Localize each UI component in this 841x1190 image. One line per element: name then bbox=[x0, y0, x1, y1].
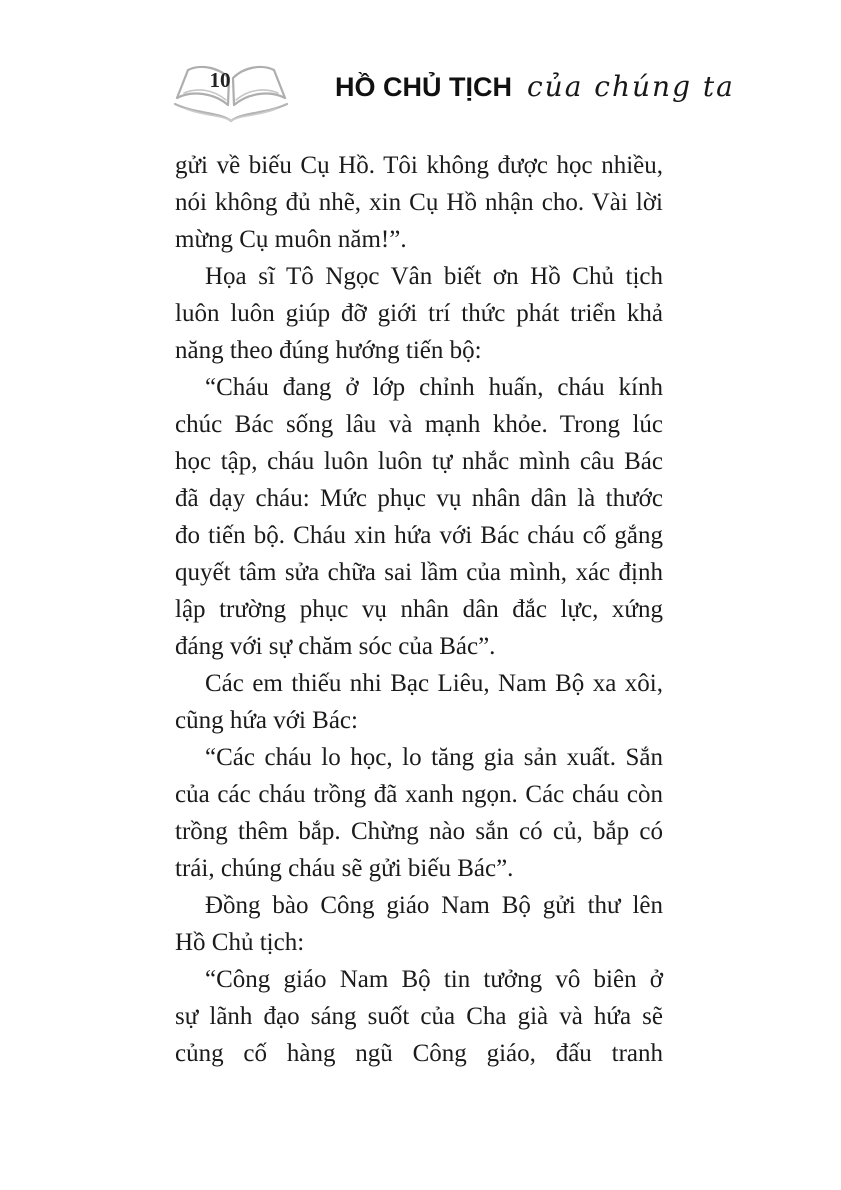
text-line: Họa sĩ Tô Ngọc Vân biết ơn Hồ Chủ tịch bbox=[205, 263, 663, 290]
text-line: “Công giáo Nam Bộ tin tưởng vô biên ở bbox=[205, 966, 663, 993]
text-line: gửi về biếu Cụ Hồ. Tôi không được học nhiều, bbox=[175, 152, 663, 179]
text-line: lập trường phục vụ nhân dân đắc lực, xứng bbox=[175, 596, 663, 623]
text-line: củng cố hàng ngũ Công giáo, đấu tranh bbox=[175, 1040, 663, 1067]
paragraph bbox=[175, 739, 663, 887]
paragraph bbox=[175, 258, 663, 369]
paragraph bbox=[175, 961, 663, 1072]
page-header bbox=[0, 58, 841, 128]
text-line: mừng Cụ muôn năm!”. bbox=[175, 226, 407, 253]
text-line: trồng thêm bắp. Chừng nào sắn có củ, bắp có bbox=[175, 818, 663, 845]
text-line: đáng với sự chăm sóc của Bác”. bbox=[175, 633, 496, 660]
text-line: nói không đủ nhẽ, xin Cụ Hồ nhận cho. Vài lời bbox=[175, 189, 663, 216]
text-line: cũng hứa với Bác: bbox=[175, 707, 358, 734]
paragraph bbox=[175, 369, 663, 665]
text-line: “Cháu đang ở lớp chỉnh huấn, cháu kính bbox=[205, 374, 663, 401]
text-line: trái, chúng cháu sẽ gửi biếu Bác”. bbox=[175, 855, 514, 882]
paragraph bbox=[175, 665, 663, 739]
text-line: của các cháu trồng đã xanh ngọn. Các cháu còn bbox=[175, 781, 663, 808]
text-line: đã dạy cháu: Mức phục vụ nhân dân là thước bbox=[175, 485, 663, 512]
text-block bbox=[175, 147, 663, 1072]
text-line: “Các cháu lo học, lo tăng gia sản xuất. Sắn bbox=[205, 744, 663, 771]
text-line: đo tiến bộ. Cháu xin hứa với Bác cháu cố gắng bbox=[175, 522, 663, 549]
book-title-bold: HỒ CHỦ TỊCH bbox=[335, 72, 512, 102]
text-line: luôn luôn giúp đỡ giới trí thức phát triển khả bbox=[175, 300, 663, 327]
text-line: Các em thiếu nhi Bạc Liêu, Nam Bộ xa xôi, bbox=[205, 670, 663, 697]
book-ornament bbox=[172, 60, 290, 126]
page-number: 10 bbox=[209, 68, 231, 92]
text-line: quyết tâm sửa chữa sai lầm của mình, xác định bbox=[175, 559, 663, 586]
text-line: Đồng bào Công giáo Nam Bộ gửi thư lên bbox=[205, 892, 663, 919]
running-head bbox=[335, 70, 735, 103]
text-line: Hồ Chủ tịch: bbox=[175, 929, 305, 956]
book-title-script: của chúng ta bbox=[527, 70, 735, 103]
text-line: chúc Bác sống lâu và mạnh khỏe. Trong lúc bbox=[175, 411, 663, 438]
text-line: học tập, cháu luôn luôn tự nhắc mình câu Bác bbox=[175, 448, 663, 475]
text-line: năng theo đúng hướng tiến bộ: bbox=[175, 337, 482, 364]
paragraph bbox=[175, 887, 663, 961]
text-line: sự lãnh đạo sáng suốt của Cha già và hứa sẽ bbox=[175, 1003, 663, 1030]
paragraph bbox=[175, 147, 663, 258]
